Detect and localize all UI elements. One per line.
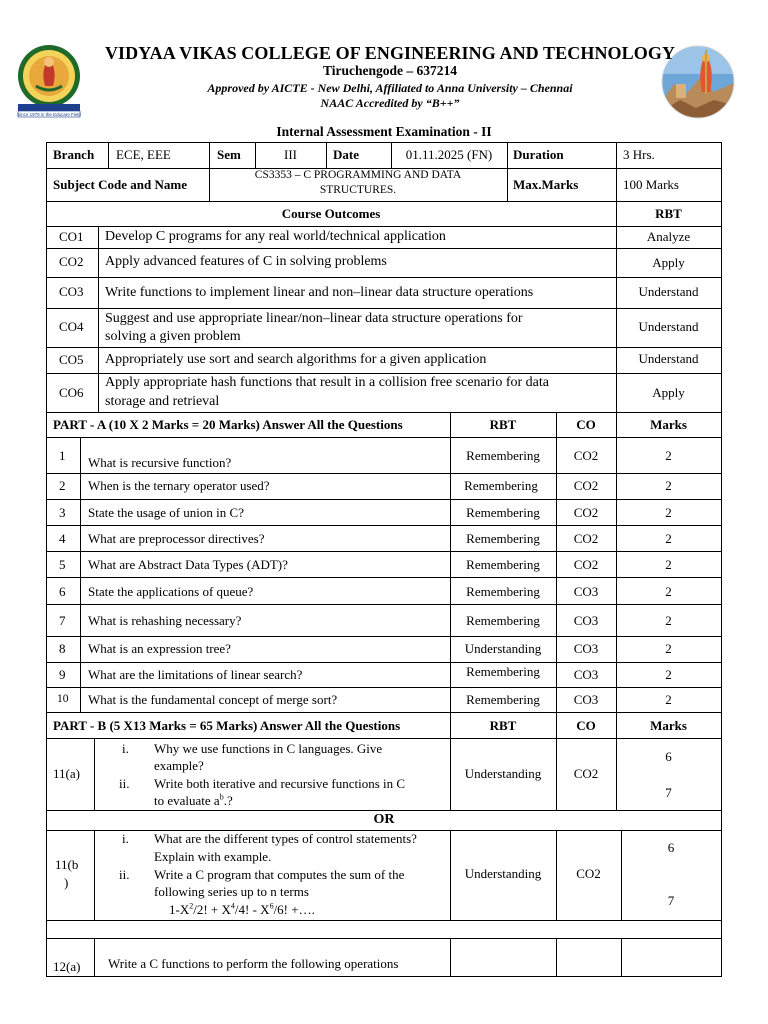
- co-rbt: Understand: [638, 351, 699, 366]
- question-co: CO2: [576, 866, 601, 881]
- subject-value-line2: STRUCTURES.: [319, 184, 397, 196]
- part-b-marks-header: Marks: [650, 718, 687, 733]
- question-rbt: Remembering: [466, 505, 540, 520]
- q11a-i-line1: Why we use functions in C languages. Give: [154, 741, 383, 756]
- co-code: CO2: [59, 254, 84, 269]
- question-marks: 2: [665, 505, 672, 520]
- question-number: 3: [59, 505, 66, 520]
- question-rbt: Remembering: [464, 478, 538, 493]
- part-a-title: PART - A (10 X 2 Marks = 20 Marks) Answer All the Questions: [53, 417, 403, 432]
- question-co: CO3: [573, 584, 599, 599]
- exam-title: Internal Assessment Examination - II: [276, 124, 492, 139]
- sem-value: III: [284, 147, 297, 162]
- question-number: 5: [59, 557, 66, 572]
- question-marks: 6: [667, 840, 675, 855]
- college-name: VIDYAA VIKAS COLLEGE OF ENGINEERING AND TECHNOLOGY: [104, 43, 676, 63]
- question-rbt: Remembering: [466, 448, 540, 463]
- question-text: What is the fundamental concept of merge sort?: [88, 692, 338, 707]
- question-marks: 2: [665, 584, 672, 599]
- question-text: When is the ternary operator used?: [88, 478, 270, 493]
- question-rbt: Remembering: [466, 692, 540, 707]
- co-code: CO6: [59, 385, 84, 400]
- q11a-ii-line2: to evaluate $a^b$.?: [154, 792, 233, 808]
- question-text: What are Abstract Data Types (ADT)?: [88, 557, 288, 572]
- question-marks: 2: [665, 478, 672, 493]
- question-text: What is an expression tree?: [88, 641, 231, 656]
- question-marks: 7: [667, 893, 675, 908]
- or-divider: OR: [373, 812, 395, 827]
- q11b-i-line1: What are the different types of control statements?: [154, 831, 417, 846]
- q11b-ii-line1: Write a C program that computes the sum of the: [154, 867, 405, 882]
- subject-label: Subject Code and Name: [53, 177, 187, 192]
- co-text: Apply advanced features of C in solving problems: [105, 254, 387, 269]
- question-text: Write a C functions to perform the following operations: [108, 956, 399, 971]
- question-marks: 2: [665, 692, 672, 707]
- question-rbt: Understanding: [464, 641, 542, 656]
- part-a-marks-header: Marks: [650, 417, 687, 432]
- q11a-i-line2: example?: [154, 758, 204, 773]
- question-rbt: Understanding: [464, 866, 542, 881]
- co-text-line1: Suggest and use appropriate linear/non–linear data structure operations for: [105, 311, 523, 326]
- question-co: CO3: [573, 692, 599, 707]
- logo-caption: Since 1979 in the Educare Field: [17, 112, 81, 117]
- part-b-co-header: CO: [576, 718, 596, 733]
- accreditation-line: NAAC Accredited by “B++”: [320, 96, 460, 110]
- branch-label: Branch: [53, 147, 95, 162]
- co-text-line2: solving a given problem: [105, 329, 241, 344]
- co-code: CO4: [59, 319, 84, 334]
- maxmarks-value: 100 Marks: [623, 177, 679, 192]
- question-text: What are preprocessor directives?: [88, 531, 265, 546]
- question-co: CO3: [573, 667, 599, 682]
- co-text: Appropriately use sort and search algorithms for a given application: [105, 352, 487, 367]
- question-marks: 2: [665, 557, 672, 572]
- co-rbt: Understand: [638, 284, 699, 299]
- question-co: CO3: [573, 613, 599, 628]
- question-number: 1: [59, 448, 66, 463]
- part-a-co-header: CO: [576, 417, 596, 432]
- co-code: CO3: [59, 284, 84, 299]
- question-number: 10: [57, 693, 69, 705]
- question-number-11a: 11(a): [53, 766, 80, 781]
- question-co: CO2: [573, 766, 599, 781]
- date-label: Date: [333, 147, 359, 162]
- course-outcomes-header: Course Outcomes: [281, 206, 381, 221]
- series-expression: $1-X^2/2$! + $X^4/4$! - $X^6/6$! +….: [169, 901, 315, 917]
- question-rbt: Remembering: [466, 531, 540, 546]
- question-rbt: Remembering: [466, 584, 540, 599]
- question-number: 6: [59, 584, 66, 599]
- question-number-12a: 12(a): [53, 959, 81, 974]
- co-text-line1: Apply appropriate hash functions that result in a collision free scenario for data: [105, 375, 549, 390]
- co-rbt-header: RBT: [655, 206, 682, 221]
- subject-value-line1: CS3353 – C PROGRAMMING AND DATA: [254, 169, 462, 181]
- question-number-11b-line2: ): [64, 875, 69, 890]
- co-rbt: Apply: [652, 255, 685, 270]
- question-marks: 6: [665, 749, 672, 764]
- question-text: What are the limitations of linear search?: [88, 667, 303, 682]
- co-text: Develop C programs for any real world/technical application: [105, 229, 446, 244]
- part-b-title: PART - B (5 X13 Marks = 65 Marks) Answer All the Questions: [53, 718, 401, 733]
- question-number: 8: [59, 641, 66, 656]
- question-marks: 2: [665, 613, 672, 628]
- sem-label: Sem: [217, 147, 241, 162]
- q11b-ii-line2: following series up to n terms: [154, 884, 309, 899]
- co-rbt: Understand: [638, 319, 699, 334]
- question-co: CO2: [573, 478, 599, 493]
- college-location: Tiruchengode – 637214: [322, 63, 457, 78]
- college-logo: [12, 42, 86, 118]
- branch-value: ECE, EEE: [116, 147, 171, 162]
- co-rbt: Apply: [652, 385, 685, 400]
- question-text: State the usage of union in C?: [88, 505, 244, 520]
- question-text: What is recursive function?: [88, 455, 232, 470]
- question-marks: 2: [665, 641, 672, 656]
- question-number: 4: [59, 531, 66, 546]
- question-co: CO2: [573, 505, 599, 520]
- question-rbt: Understanding: [464, 766, 542, 781]
- q11a-ii-line1: Write both iterative and recursive functions in C: [154, 776, 406, 791]
- question-marks: 2: [665, 667, 672, 682]
- question-marks: 2: [665, 448, 672, 463]
- question-co: CO2: [573, 448, 599, 463]
- q11b-i-line2: Explain with example.: [154, 849, 272, 864]
- question-rbt: Remembering: [466, 613, 540, 628]
- duration-value: 3 Hrs.: [623, 147, 655, 162]
- question-co: CO3: [573, 641, 599, 656]
- sub-question-marker: i.: [122, 831, 129, 846]
- date-value: 01.11.2025 (FN): [405, 147, 493, 162]
- question-number: 7: [59, 613, 66, 628]
- sub-question-marker: ii.: [119, 776, 130, 791]
- question-text: State the applications of queue?: [88, 584, 254, 599]
- part-a-rbt-header: RBT: [489, 417, 517, 432]
- question-number-11b-line1: 11(b: [55, 857, 79, 872]
- question-number: 9: [59, 667, 66, 682]
- sub-question-marker: i.: [122, 741, 129, 756]
- question-rbt: Remembering: [466, 557, 540, 572]
- question-co: CO2: [573, 531, 599, 546]
- co-text-line2: storage and retrieval: [105, 394, 220, 409]
- question-marks: 7: [665, 785, 672, 800]
- co-text: Write functions to implement linear and non–linear data structure operations: [105, 285, 534, 300]
- question-rbt: Remembering: [466, 664, 540, 679]
- maxmarks-label: Max.Marks: [513, 177, 579, 192]
- co-code: CO1: [59, 229, 84, 244]
- duration-label: Duration: [513, 147, 564, 162]
- question-text: What is rehashing necessary?: [88, 613, 242, 628]
- co-code: CO5: [59, 352, 84, 367]
- co-rbt: Analyze: [646, 229, 691, 244]
- question-number: 2: [59, 478, 66, 493]
- approval-line: Approved by AICTE - New Delhi, Affiliated to Anna University – Chennai: [207, 81, 573, 95]
- sub-question-marker: ii.: [119, 867, 130, 882]
- question-co: CO2: [573, 557, 599, 572]
- question-marks: 2: [665, 531, 672, 546]
- part-b-rbt-header: RBT: [489, 718, 517, 733]
